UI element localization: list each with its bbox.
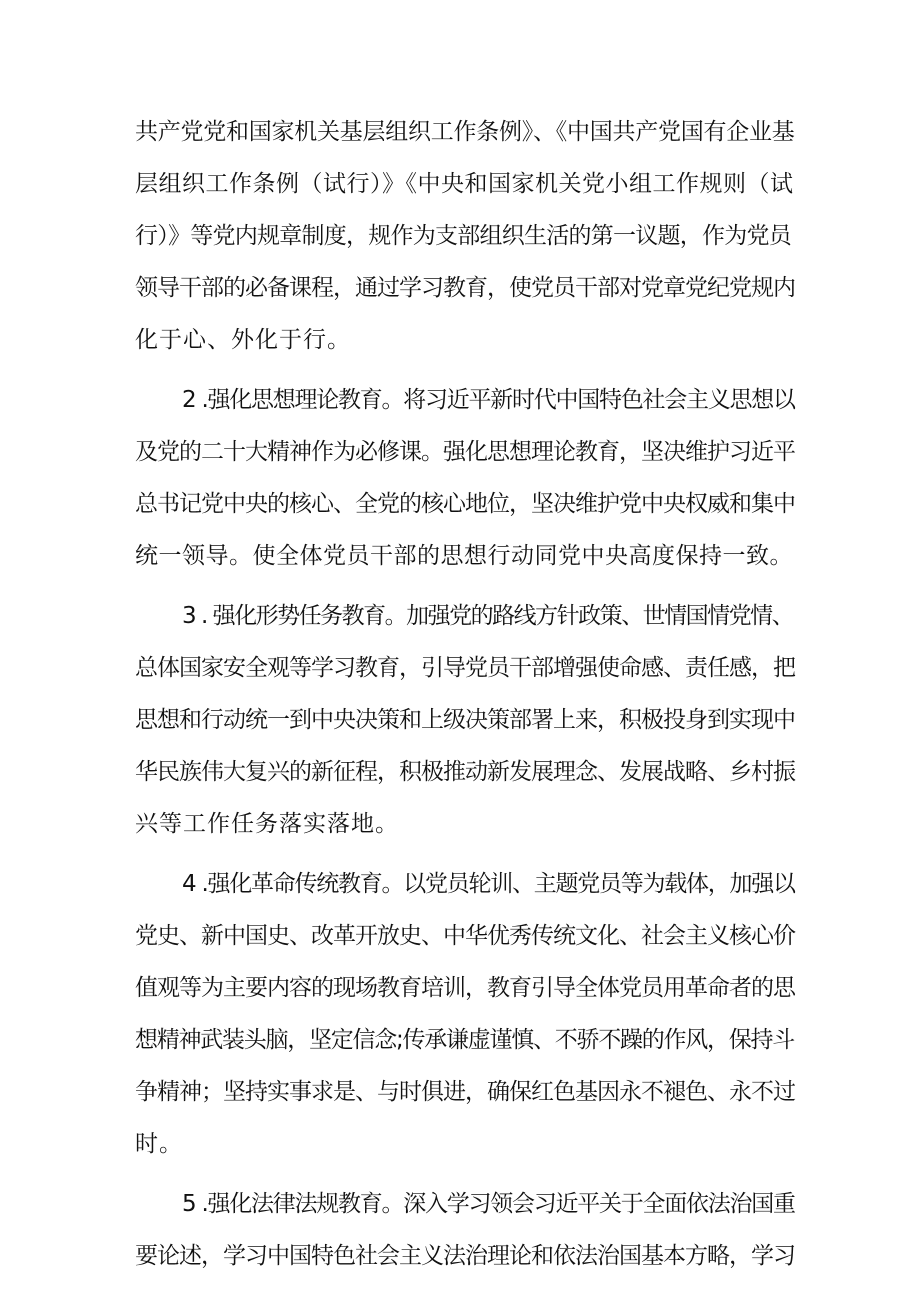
text-line: 争精神；坚持实事求是、与时俱进，确保红色基因永不褪色、永不过 bbox=[135, 1079, 795, 1105]
text-line: 总体国家安全观等学习教育，引导党员干部增强使命感、责任感，把 bbox=[135, 655, 795, 681]
text-line: 兴等工作任务落实落地。 bbox=[135, 811, 399, 837]
paragraph-item-2-theory-education bbox=[135, 374, 795, 582]
text-line: 领导干部的必备课程，通过学习教育，使党员干部对党章党纪党规内 bbox=[135, 275, 795, 301]
text-line: 统一领导。使全体党员干部的思想行动同党中央高度保持一致。 bbox=[135, 543, 793, 569]
paragraph-item-4-revolutionary-tradition bbox=[135, 858, 795, 1170]
text-line: 想精神武装头脑，坚定信念;传承谦虚谨慎、不骄不躁的作风，保持斗 bbox=[135, 1027, 794, 1053]
text-line: 党史、新中国史、改革开放史、中华优秀传统文化、社会主义核心价 bbox=[135, 923, 795, 949]
text-line: 要论述，学习中国特色社会主义法治理论和依法治国基本方略，学习 bbox=[135, 1243, 795, 1269]
text-line: 化于心、外化于行。 bbox=[135, 327, 351, 353]
text-line: 值观等为主要内容的现场教育培训，教育引导全体党员用革命者的思 bbox=[135, 975, 795, 1001]
text-line: 思想和行动统一到中央决策和上级决策部署上来，积极投身到实现中 bbox=[135, 707, 795, 733]
text-line: 层组织工作条例（试行）》《中央和国家机关党小组工作规则（试 bbox=[135, 171, 794, 197]
text-line: 共产党党和国家机关基层组织工作条例》、《中国共产党国有企业基 bbox=[135, 119, 795, 145]
text-line: 5 .强化法律法规教育。深入学习领会习近平关于全面依法治国重 bbox=[182, 1191, 795, 1217]
text-line: 行）》等党内规章制度，规作为支部组织生活的第一议题，作为党员 bbox=[135, 223, 791, 249]
text-line: 时。 bbox=[135, 1131, 183, 1157]
paragraph-item-5-law-education bbox=[135, 1178, 795, 1282]
paragraph-party-regulations bbox=[135, 106, 795, 366]
text-line: 总书记党中央的核心、全党的核心地位，坚决维护党中央权威和集中 bbox=[135, 491, 795, 517]
paragraph-item-3-situation-education bbox=[135, 590, 795, 850]
text-line: 2 .强化思想理论教育。将习近平新时代中国特色社会主义思想以 bbox=[182, 387, 795, 413]
text-line: 4 .强化革命传统教育。以党员轮训、主题党员等为载体，加强以 bbox=[182, 871, 795, 897]
text-line: 及党的二十大精神作为必修课。强化思想理论教育，坚决维护习近平 bbox=[135, 439, 795, 465]
document-body bbox=[135, 106, 795, 1290]
text-line: 3 . 强化形势任务教育。加强党的路线方针政策、世情国情党情、 bbox=[182, 603, 794, 629]
text-line: 华民族伟大复兴的新征程，积极推动新发展理念、发展战略、乡村振 bbox=[135, 759, 795, 785]
